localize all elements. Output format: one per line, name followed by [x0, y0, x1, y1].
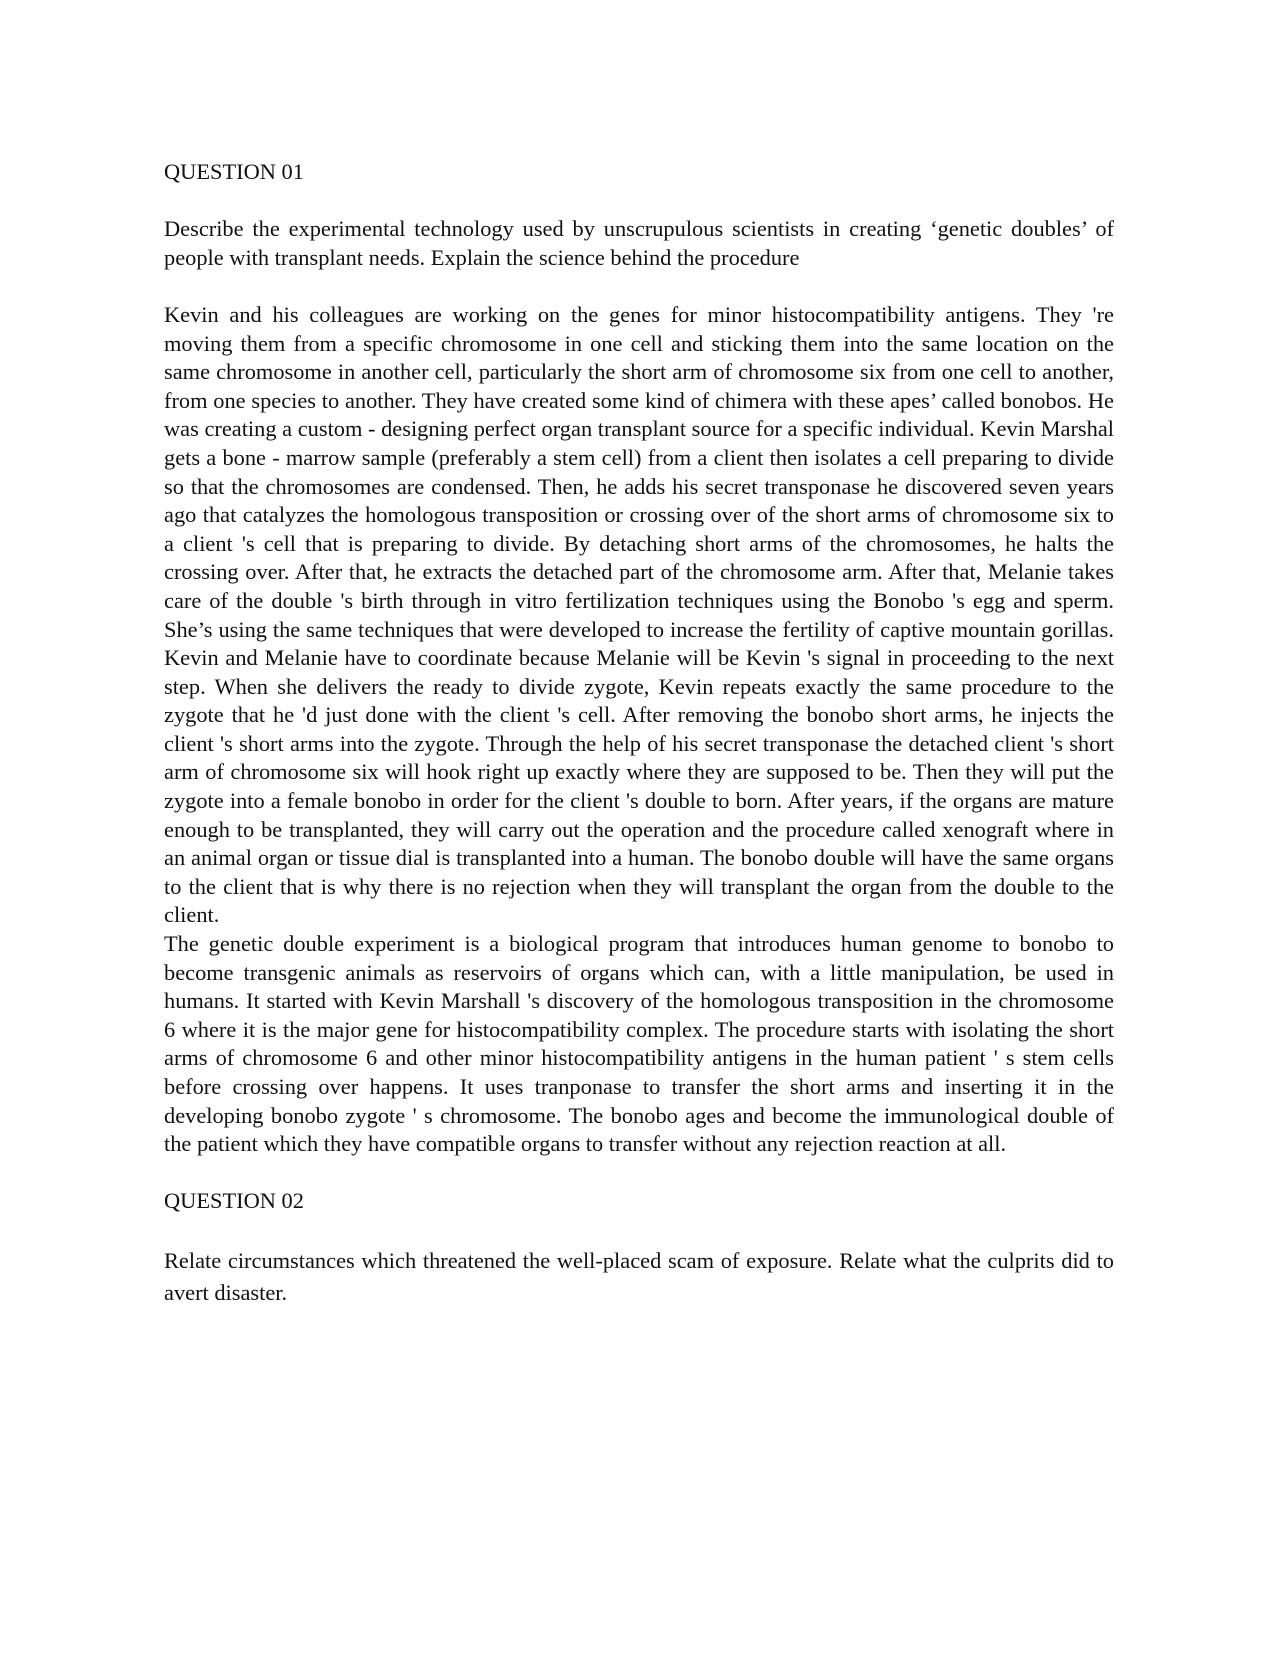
- question-01-prompt: Describe the experimental technology used by unscrupulous scientists in creating ‘genetic doubles’ of people with transplant needs. Explain the science behind the procedure: [164, 216, 1114, 270]
- question-02-prompt: Relate circumstances which threatened the well-placed scam of exposure. Relate what the culprits did to avert disaster.: [164, 1247, 1114, 1305]
- spacer: [164, 272, 1114, 301]
- spacer: [164, 1159, 1114, 1188]
- question-02-heading: QUESTION 02: [164, 1188, 304, 1214]
- document-page: [164, 158, 1114, 1309]
- question-01-answer-paragraph-2: The genetic double experiment is a biological program that introduces human genome to bonobo to become transgenic animals as reservoirs of organs which can, with a little manipulation, be used in humans. It started with Kevin Marshall 's discovery of the homologous transposition in the chromosome 6 where it is the major gene for histocompatibility complex. The procedure starts with isolating the short arms of chromosome 6 and other minor histocompatibility antigens in the human patient ' s stem cells before crossing over happens. It uses tranponase to transfer the short arms and inserting it in the developing bonobo zygote ' s chromosome. The bonobo ages and become the immunological double of the patient which they have compatible organs to transfer without any rejection reaction at all.: [164, 931, 1114, 1157]
- spacer: [164, 187, 1114, 216]
- question-01-answer-paragraph-1: Kevin and his colleagues are working on the genes for minor histocompatibility antigens. They 're moving them from a specific chromosome in one cell and sticking them into the same location on the same chromosome in another cell, particularly the short arm of chromosome six from one cell to another, from one species to another. They have created some kind of chimera with these apes’ called bonobos. He was creating a custom - designing perfect organ transplant source for a specific individual. Kevin Marshal gets a bone - marrow sample (preferably a stem cell) from a client then isolates a cell preparing to divide so that the chromosomes are condensed. Then, he adds his secret transponase he discovered seven years ago that catalyzes the homologous transposition or crossing over of the short arms of chromosome six to a client 's cell that is preparing to divide. By detaching short arms of the chromosomes, he halts the crossing over. After that, he extracts the detached part of the chromosome arm. After that, Melanie takes care of the double 's birth through in vitro fertilization techniques using the Bonobo 's egg and sperm. She’s using the same techniques that were developed to increase the fertility of captive mountain gorillas. Kevin and Melanie have to coordinate because Melanie will be Kevin 's signal in proceeding to the next step. When she delivers the ready to divide zygote, Kevin repeats exactly the same procedure to the zygote that he 'd just done with the client 's cell. After removing the bonobo short arms, he injects the client 's short arms into the zygote. Through the help of his secret transponase the detached client 's short arm of chromosome six will hook right up exactly where they are supposed to be. Then they will put the zygote into a female bonobo in order for the client 's double to born. After years, if the organs are mature enough to be transplanted, they will carry out the operation and the procedure called xenograft where in an animal organ or tissue dial is transplanted into a human. The bonobo double will have the same organs to the client that is why there is no rejection when they will transplant the organ from the double to the client.: [164, 301, 1114, 928]
- spacer: [164, 1216, 1114, 1245]
- question-01-heading: QUESTION 01: [164, 159, 304, 184]
